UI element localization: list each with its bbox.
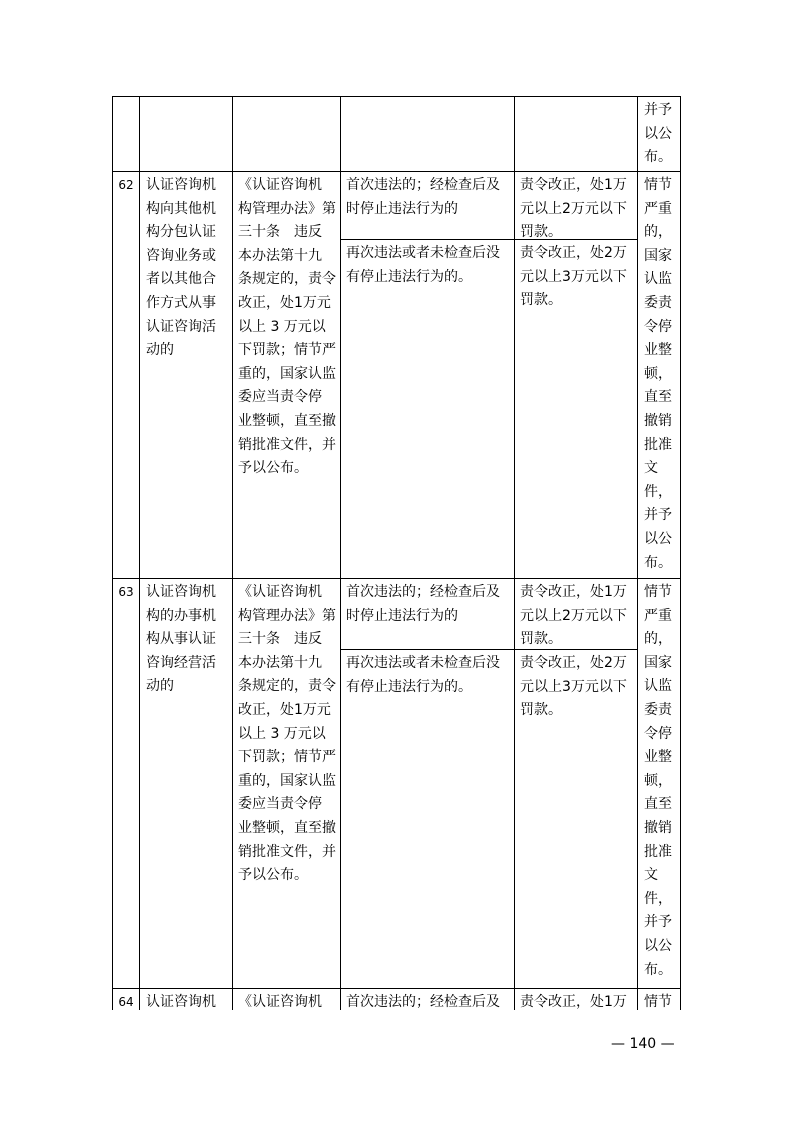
cell-pen2-line: 罚款。 [520, 702, 562, 719]
cell-basis-line: 下罚款；情节严 [238, 749, 336, 766]
cell-pen2-line: 罚款。 [520, 292, 562, 309]
cell-violation-line: 咨询经营活 [146, 654, 216, 671]
cell-basis-line: 条规定的，责令 [238, 271, 336, 288]
cell-note-line: 直至 [644, 796, 672, 813]
cell-note-line: 的， [644, 224, 672, 241]
cell-basis-line: 委应当责令停 [238, 389, 322, 406]
cell-violation-line: 认证咨询机 [146, 994, 216, 1010]
cell-note-line: 并予 [644, 914, 672, 931]
cell-cond1-line: 时停止违法行为的 [346, 200, 458, 217]
cell-note-line: 布。 [644, 149, 672, 166]
cell-violation-line: 认证咨询机 [146, 584, 216, 600]
cell-basis-line: 予以公布。 [238, 460, 308, 477]
cell-note-line: 直至 [644, 389, 672, 406]
cell-cond1-line: 首次违法的；经检查后及 [346, 584, 500, 600]
cell-note-line: 委责 [644, 295, 672, 311]
cell-cond2-line: 有停止违法行为的。 [346, 268, 472, 285]
cell-cond1-line: 时停止违法行为的 [346, 607, 458, 624]
cell-basis-line: 改正，处1万元 [238, 295, 331, 311]
cell-note-line: 撤销 [644, 820, 672, 836]
cell-note-line: 令停 [644, 318, 672, 335]
cell-cond2-line: 再次违法或者未检查后没 [346, 245, 500, 261]
cell-basis-line: 本办法第十九 [238, 654, 322, 671]
cell-basis-line: 改正，处1万元 [238, 702, 331, 718]
cell-note-line: 严重 [644, 607, 672, 624]
cell-basis-line: 《认证咨询机 [238, 177, 322, 193]
cell-note-line: 布。 [644, 554, 672, 571]
cell-pen2-line: 元以上3万元以下 [520, 678, 627, 695]
cell-violation-line: 构向其他机 [146, 200, 216, 217]
cell-note-line: 情节 [644, 177, 672, 193]
cell-note-line: 国家 [644, 654, 672, 671]
cell-pen2-line: 责令改正，处2万 [520, 655, 627, 671]
cell-note-line: 并予 [644, 102, 672, 118]
cell-pen2-line: 元以上3万元以下 [520, 268, 627, 285]
cell-basis-line: 销批准文件，并 [238, 843, 336, 860]
cell-note-line: 并予 [644, 507, 672, 524]
cell-violation-line: 认证咨询活 [146, 318, 216, 335]
cell-violation-line: 认证咨询机 [146, 177, 216, 193]
cell-basis-line: 以上 3 万元以 [238, 725, 326, 742]
cell-note-line: 以公 [644, 125, 672, 142]
cell-basis-line: 三十条 违反 [238, 631, 322, 648]
cell-note-line: 业整 [644, 342, 672, 359]
cell-basis-line: 委应当责令停 [238, 796, 322, 813]
cell-note-line: 情节 [644, 584, 672, 600]
cell-cond2-line: 有停止违法行为的。 [346, 678, 472, 695]
cell-basis-line: 下罚款；情节严 [238, 342, 336, 359]
cell-note-line: 文 [644, 867, 658, 884]
cell-violation-line: 咨询业务或 [146, 247, 216, 264]
cell-note-line: 文 [644, 460, 658, 477]
row-number: 64 [118, 995, 134, 1009]
cell-cond1-line: 首次违法的；经检查后及 [346, 177, 500, 193]
cell-violation-line: 动的 [146, 342, 174, 359]
cell-note-line: 认监 [644, 271, 672, 288]
cell-pen1-line: 责令改正，处1万 [520, 994, 627, 1010]
row-number: 63 [118, 585, 134, 599]
cell-note-line: 顿， [644, 772, 672, 789]
cell-note-line: 以公 [644, 938, 672, 954]
cell-pen1-line: 责令改正，处1万 [520, 584, 627, 600]
cell-note-line: 批准 [644, 843, 672, 860]
cell-note-line: 布。 [644, 961, 672, 978]
cell-violation-line: 者以其他合 [146, 271, 216, 288]
cell-note-line: 撤销 [644, 413, 672, 429]
cell-basis-line: 销批准文件，并 [238, 436, 336, 453]
cell-pen1-line: 责令改正，处1万 [520, 177, 627, 193]
cell-note-line: 委责 [644, 702, 672, 718]
cell-note-line: 顿， [644, 365, 672, 382]
cell-basis-line: 业整顿，直至撤 [238, 820, 336, 836]
cell-note-line: 国家 [644, 247, 672, 264]
cell-violation-line: 构的办事机 [146, 607, 216, 624]
cell-basis-line: 业整顿，直至撤 [238, 413, 336, 429]
page-number: — 140 — [611, 1036, 675, 1052]
cell-basis-line: 《认证咨询机 [238, 584, 322, 600]
cell-note-line: 令停 [644, 725, 672, 742]
cell-basis-line: 条规定的，责令 [238, 678, 336, 695]
cell-basis-line: 《认证咨询机 [238, 994, 322, 1010]
cell-basis-line: 重的，国家认监 [238, 772, 336, 789]
cell-violation-line: 构分包认证 [146, 224, 216, 241]
row-number: 62 [118, 178, 134, 192]
cell-basis-line: 以上 3 万元以 [238, 318, 326, 335]
cell-note-line: 件， [644, 483, 672, 500]
cell-pen1-line: 罚款。 [520, 224, 562, 241]
cell-basis-line: 三十条 违反 [238, 224, 322, 241]
cell-violation-line: 动的 [146, 678, 174, 695]
cell-note-line: 严重 [644, 200, 672, 217]
cell-cond1-line: 首次违法的；经检查后及 [346, 994, 500, 1010]
cell-basis-line: 构管理办法》第 [238, 607, 336, 624]
cell-note-line: 的， [644, 631, 672, 648]
cell-violation-line: 作方式从事 [146, 295, 216, 311]
cell-note-line: 件， [644, 890, 672, 907]
cell-note-line: 以公 [644, 531, 672, 547]
cell-pen1-line: 罚款。 [520, 631, 562, 648]
cell-pen2-line: 责令改正，处2万 [520, 245, 627, 261]
cell-pen1-line: 元以上2万元以下 [520, 607, 627, 624]
cell-cond2-line: 再次违法或者未检查后没 [346, 655, 500, 671]
cell-note-line: 情节 [644, 994, 672, 1010]
cell-note-line: 认监 [644, 678, 672, 695]
cell-basis-line: 构管理办法》第 [238, 200, 336, 217]
cell-basis-line: 予以公布。 [238, 867, 308, 884]
cell-violation-line: 构从事认证 [146, 631, 216, 648]
cell-note-line: 批准 [644, 436, 672, 453]
cell-pen1-line: 元以上2万元以下 [520, 200, 627, 217]
cell-note-line: 业整 [644, 749, 672, 766]
cell-basis-line: 本办法第十九 [238, 247, 322, 264]
cell-basis-line: 重的，国家认监 [238, 365, 336, 382]
